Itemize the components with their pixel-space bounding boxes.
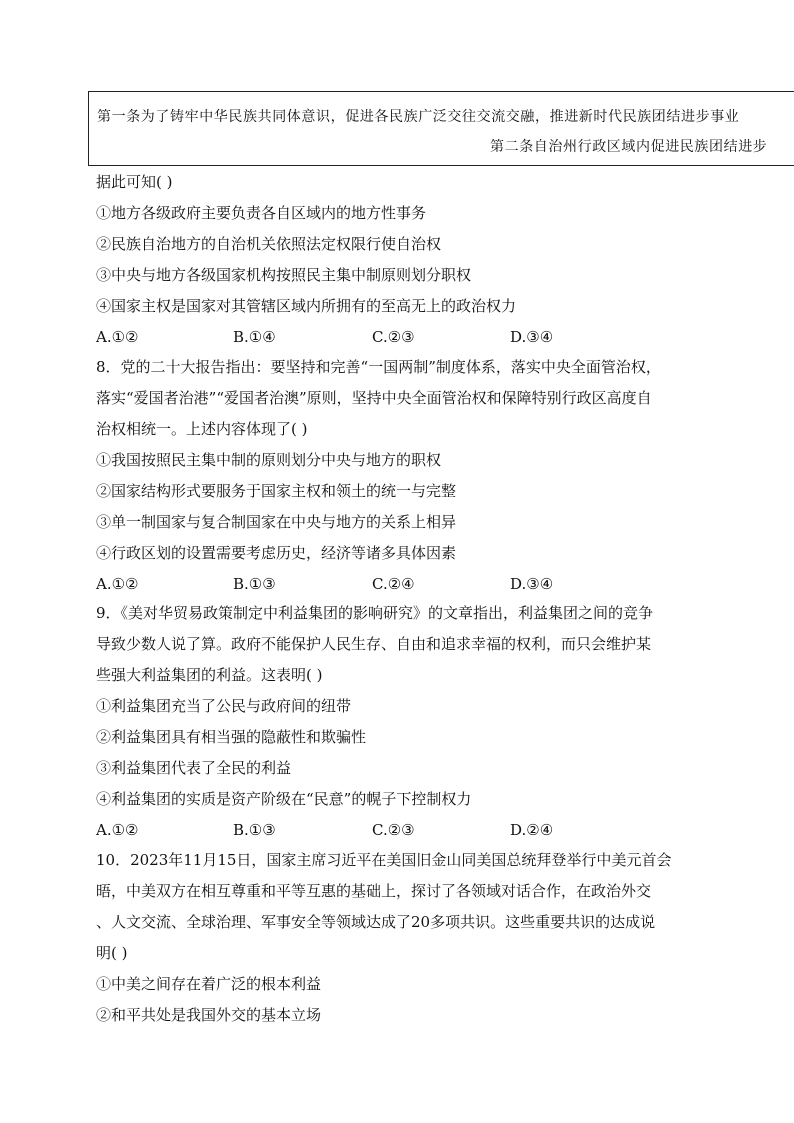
q7-item-3: ③中央与地方各级国家机构按照民主集中制原则划分职权 bbox=[96, 266, 472, 284]
q9-item-4: ④利益集团的实质是资产阶级在“民意”的幌子下控制权力 bbox=[96, 790, 472, 808]
quote-box bbox=[88, 91, 794, 166]
q8-option-a: A.①② bbox=[96, 575, 139, 593]
q9-option-a: A.①② bbox=[96, 821, 139, 839]
q8-option-c: C.②④ bbox=[372, 575, 415, 593]
q7-item-2: ②民族自治地方的自治机关依照法定权限行使自治权 bbox=[96, 235, 442, 253]
q10-stem-line-1: 10．2023年11月15日，国家主席习近平在美国旧金山同美国总统拜登举行中美元首会 bbox=[96, 851, 672, 869]
q7-option-d: D.③④ bbox=[510, 328, 554, 346]
q7-option-b: B.①④ bbox=[233, 328, 276, 346]
q10-stem-line-3: 、人文交流、全球治理、军事安全等领域达成了20多项共识。这些重要共识的达成说 bbox=[96, 913, 656, 931]
q8-stem-line-2: 落实“爱国者治港”“爱国者治澳”原则，坚持中央全面管治权和保障特别行政区高度自 bbox=[96, 389, 652, 407]
q10-item-2: ②和平共处是我国外交的基本立场 bbox=[96, 1006, 322, 1024]
q8-item-1: ①我国按照民主集中制的原则划分中央与地方的职权 bbox=[96, 451, 442, 469]
q9-option-d: D.②④ bbox=[510, 821, 554, 839]
q9-item-2: ②利益集团具有相当强的隐蔽性和欺骗性 bbox=[96, 728, 367, 746]
q7-item-4: ④国家主权是国家对其管辖区域内所拥有的至高无上的政治权力 bbox=[96, 297, 517, 315]
q7-item-1: ①地方各级政府主要负责各自区域内的地方性事务 bbox=[96, 204, 427, 222]
q9-item-3: ③利益集团代表了全民的利益 bbox=[96, 759, 292, 777]
q8-stem-line-1: 8．党的二十大报告指出：要坚持和完善“一国两制”制度体系，落实中央全面管治权， bbox=[96, 358, 661, 376]
q8-item-2: ②国家结构形式要服务于国家主权和领土的统一与完整 bbox=[96, 482, 457, 500]
q8-option-b: B.①③ bbox=[233, 575, 276, 593]
q9-stem-line-3: 些强大利益集团的利益。这表明( ) bbox=[96, 666, 323, 684]
q7-option-c: C.②③ bbox=[372, 328, 415, 346]
q8-option-d: D.③④ bbox=[510, 575, 554, 593]
quote-line-1: 第一条为了铸牢中华民族共同体意识，促进各民族广泛交往交流交融，推进新时代民族团结进步事业 bbox=[97, 109, 740, 125]
q9-option-c: C.②③ bbox=[372, 821, 415, 839]
q10-item-1: ①中美之间存在着广泛的根本利益 bbox=[96, 975, 322, 993]
q8-item-4: ④行政区划的设置需要考虑历史，经济等诸多具体因素 bbox=[96, 544, 457, 562]
q9-stem-line-1: 9．《美对华贸易政策制定中利益集团的影响研究》的文章指出，利益集团之间的竞争 bbox=[96, 604, 654, 622]
q10-stem-line-2: 晤，中美双方在相互尊重和平等互惠的基础上，探讨了各领域对话合作，在政治外交 bbox=[96, 882, 652, 900]
quote-line-2: 第二条自治州行政区域内促进民族团结进步 bbox=[490, 139, 768, 155]
q7-option-a: A.①② bbox=[96, 328, 139, 346]
q9-option-b: B.①③ bbox=[233, 821, 276, 839]
q10-stem-line-4: 明( ) bbox=[96, 944, 128, 962]
q8-stem-line-3: 治权相统一。上述内容体现了( ) bbox=[96, 420, 308, 438]
q9-item-1: ①利益集团充当了公民与政府间的纽带 bbox=[96, 697, 352, 715]
q8-item-3: ③单一制国家与复合制国家在中央与地方的关系上相异 bbox=[96, 513, 457, 531]
q7-stem: 据此可知( ) bbox=[96, 173, 173, 191]
q9-stem-line-2: 导致少数人说了算。政府不能保护人民生存、自由和追求幸福的权利，而只会维护某 bbox=[96, 635, 652, 653]
